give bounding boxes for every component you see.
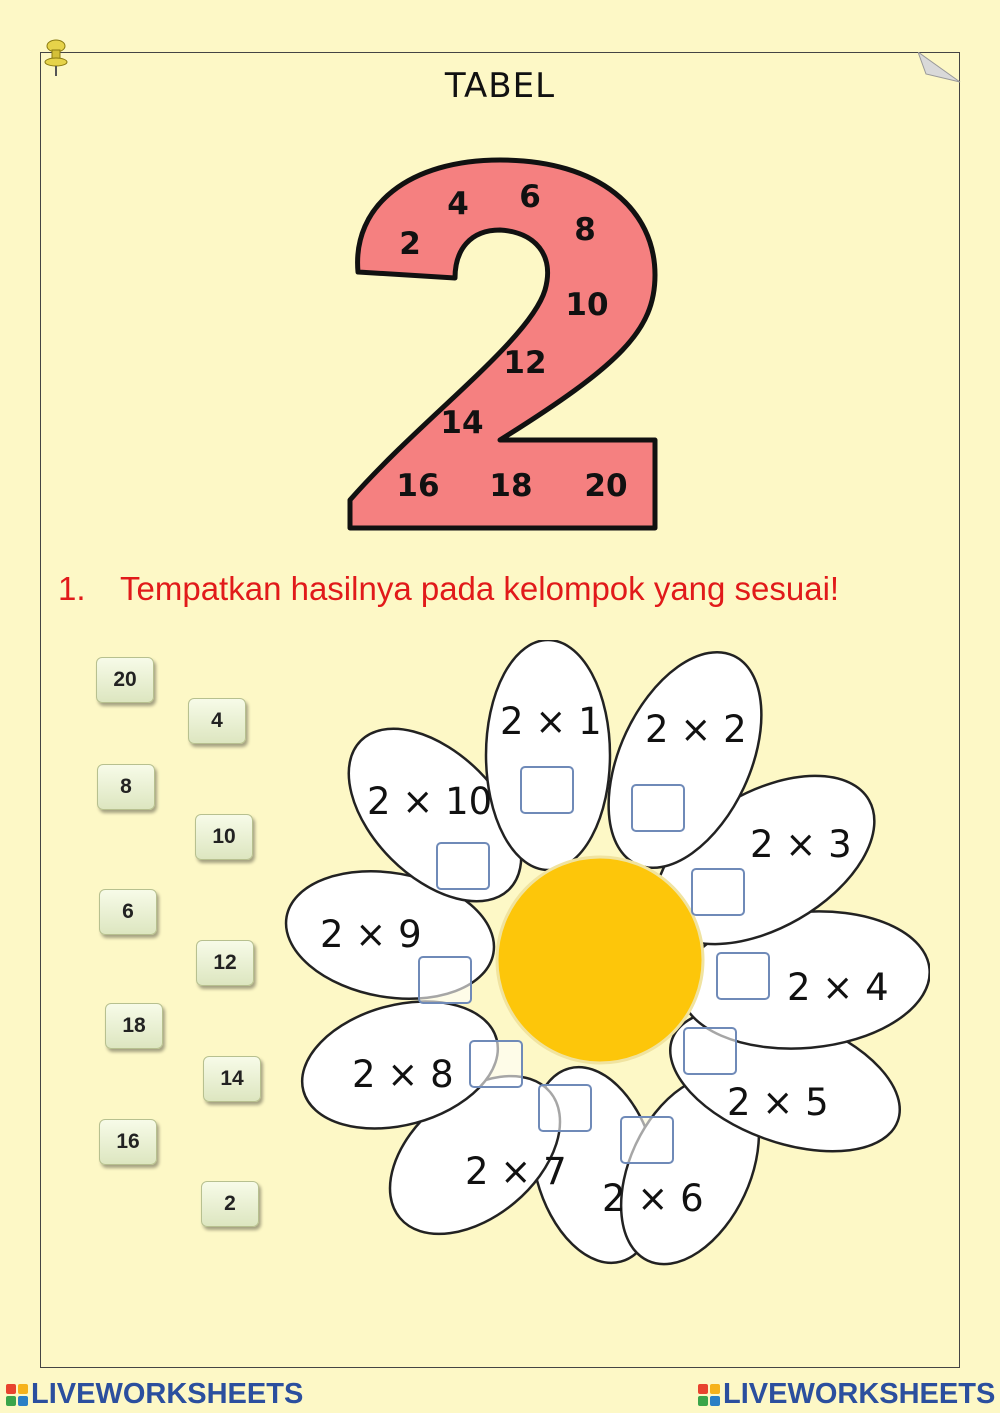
drop-box-2x10[interactable] bbox=[436, 842, 490, 890]
multiple-label: 12 bbox=[503, 345, 547, 381]
answer-tile[interactable]: 14 bbox=[203, 1056, 261, 1102]
answer-tile[interactable]: 18 bbox=[105, 1003, 163, 1049]
multiple-label: 6 bbox=[519, 179, 541, 215]
multiple-label: 20 bbox=[584, 468, 628, 504]
drop-box-2x5[interactable] bbox=[683, 1027, 737, 1075]
answer-tile[interactable]: 12 bbox=[196, 940, 254, 986]
multiple-label: 4 bbox=[447, 186, 469, 222]
petal-label-2x2: 2 × 2 bbox=[645, 708, 747, 751]
answer-tile[interactable]: 2 bbox=[201, 1181, 259, 1227]
brand-text: LIVEWORKSHEETS bbox=[31, 1378, 304, 1410]
number-two-figure bbox=[340, 155, 670, 540]
petal-label-2x8: 2 × 8 bbox=[352, 1053, 454, 1096]
answer-tile[interactable]: 20 bbox=[96, 657, 154, 703]
drop-box-2x7[interactable] bbox=[538, 1084, 592, 1132]
petal-label-2x7: 2 × 7 bbox=[465, 1150, 567, 1193]
page-title: TABEL bbox=[444, 66, 556, 106]
drop-box-2x1[interactable] bbox=[520, 766, 574, 814]
petal-label-2x1: 2 × 1 bbox=[500, 700, 602, 743]
multiple-label: 18 bbox=[489, 468, 533, 504]
multiple-label: 10 bbox=[565, 287, 609, 323]
footer-brand-left bbox=[6, 1378, 303, 1411]
drop-box-2x4[interactable] bbox=[716, 952, 770, 1000]
petal-label-2x9: 2 × 9 bbox=[320, 913, 422, 956]
answer-tile[interactable]: 8 bbox=[97, 764, 155, 810]
drop-box-2x2[interactable] bbox=[631, 784, 685, 832]
liveworksheets-logo-icon bbox=[698, 1384, 720, 1406]
flower-center bbox=[497, 857, 703, 1063]
instruction-sentence: Tempatkan hasilnya pada kelompok yang sesuai! bbox=[120, 570, 840, 607]
instruction-text bbox=[58, 570, 839, 608]
multiple-label: 2 bbox=[399, 226, 421, 262]
petal bbox=[486, 640, 610, 870]
drop-box-2x3[interactable] bbox=[691, 868, 745, 916]
petal-label-2x3: 2 × 3 bbox=[750, 823, 852, 866]
petal-label-2x5: 2 × 5 bbox=[727, 1081, 829, 1124]
drop-box-2x9[interactable] bbox=[418, 956, 472, 1004]
liveworksheets-logo-icon bbox=[6, 1384, 28, 1406]
brand-text: LIVEWORKSHEETS bbox=[723, 1378, 996, 1410]
drop-box-2x8[interactable] bbox=[469, 1040, 523, 1088]
drop-box-2x6[interactable] bbox=[620, 1116, 674, 1164]
footer-brand-right bbox=[698, 1378, 995, 1411]
answer-tile[interactable]: 6 bbox=[99, 889, 157, 935]
instruction-number: 1. bbox=[58, 570, 86, 607]
answer-tile[interactable]: 16 bbox=[99, 1119, 157, 1165]
multiple-label: 14 bbox=[440, 405, 484, 441]
multiple-label: 16 bbox=[396, 468, 440, 504]
answer-tile[interactable]: 10 bbox=[195, 814, 253, 860]
petal-label-2x4: 2 × 4 bbox=[787, 966, 889, 1009]
answer-tile[interactable]: 4 bbox=[188, 698, 246, 744]
petal-label-2x10: 2 × 10 bbox=[367, 780, 493, 823]
multiple-label: 8 bbox=[574, 212, 596, 248]
petal-label-2x6: 2 × 6 bbox=[602, 1177, 704, 1220]
